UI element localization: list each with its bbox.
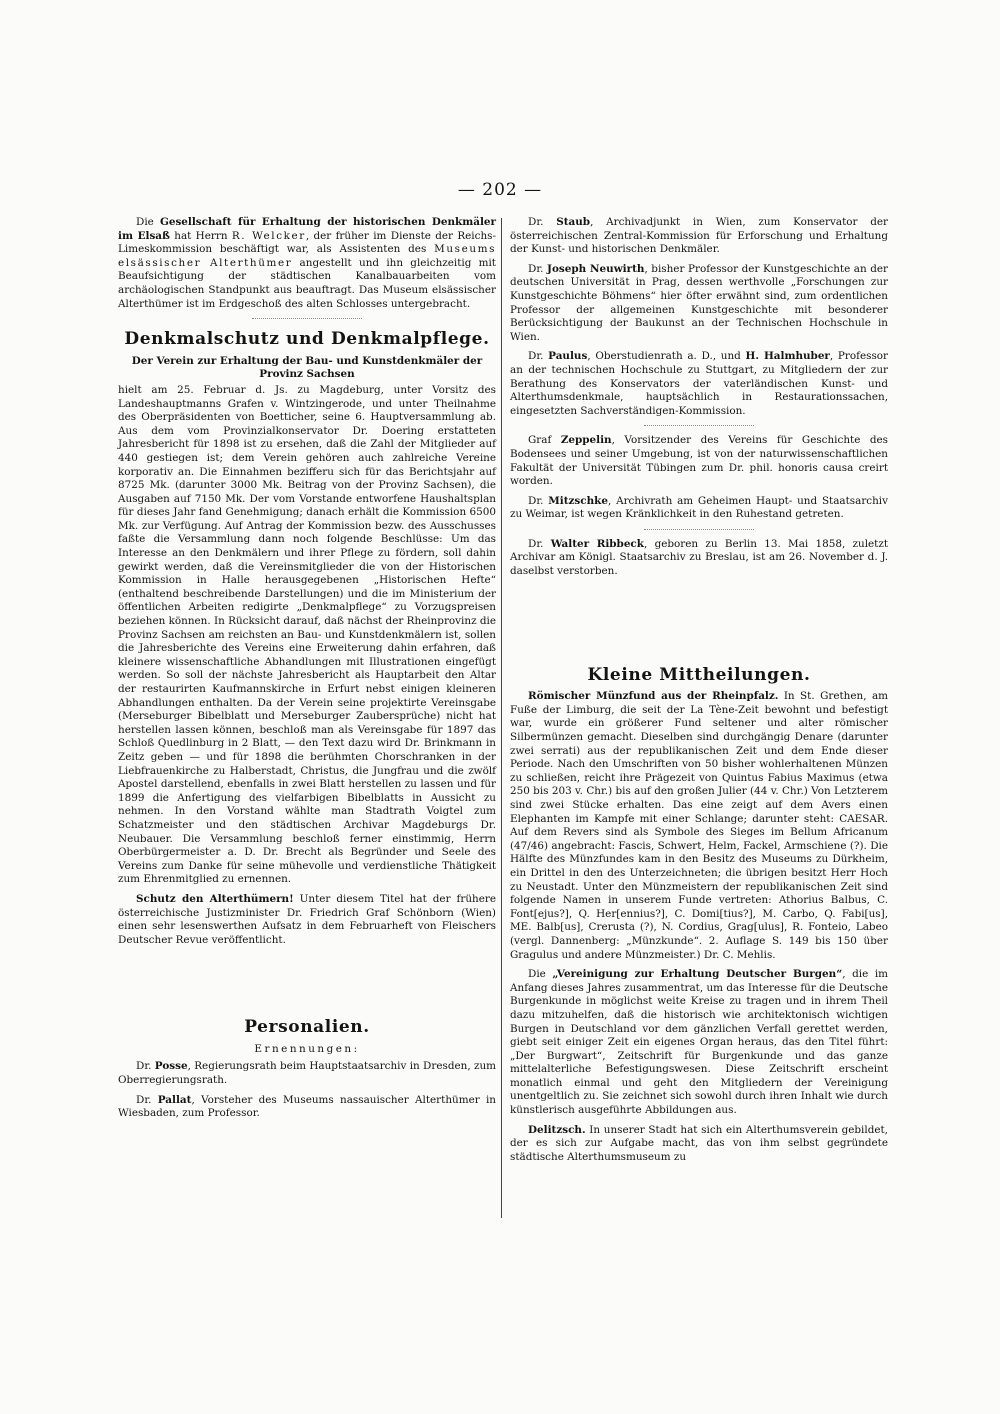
heading-denkmalschutz: Denkmalschutz und Denkmalpflege. — [124, 329, 490, 350]
staub-name: Staub — [556, 216, 591, 228]
column-divider — [501, 218, 502, 1218]
neuwirth-name: Joseph Neuwirth — [547, 262, 645, 275]
elsass-paragraph — [118, 216, 496, 311]
posse-name: Posse — [154, 1060, 188, 1073]
delitzsch-heading: Delitzsch. — [528, 1123, 586, 1136]
left-column — [118, 216, 496, 1127]
ernennungen-label: Ernennungen: — [254, 1042, 360, 1055]
spacer — [118, 953, 496, 1007]
page-number: — 202 — — [457, 180, 543, 200]
separator — [644, 425, 754, 426]
paulus-mid: , Oberstudienrath a. D., und — [587, 350, 746, 363]
ribbeck-body: , geboren zu Berlin 13. Mai 1858, zuletzt Archivar am Königl. Staatsarchiv zu Breslau, ist am 26. November d. J. daselbst verstorben. — [510, 537, 889, 578]
muenzfund-heading: Römischer Münzfund aus der Rheinpfalz. — [528, 690, 779, 703]
intro-text-2: , der früher im Dienste der Reichs-Limeskommission beschäftigt war, als Assistenten des — [118, 229, 496, 256]
welcker-name: R. Welcker — [231, 229, 306, 242]
schutz-body: Unter diesem Titel hat der frühere österreichische Justizminister Dr. Friedrich Graf Schönborn (Wien) einen sehr lesenswerthen Aufsatz in dem Februarheft von Fleischers Deutscher Revue veröffentlicht. — [118, 892, 496, 946]
spacer — [510, 585, 888, 655]
intro-text-1: hat Herrn — [169, 229, 232, 242]
zeppelin-body: , Vorsitzender des Vereins für Geschichte des Bodensees und seiner Umgebung, ist von der naturwissenschaftlichen Fakultät der Universität Tübingen zum Dr. phil. honoris causa creirt worden. — [510, 434, 888, 488]
muenzfund-paragraph — [510, 690, 888, 962]
posse-paragraph: Dr. Posse, Regierungsrath beim Hauptstaatsarchiv in Dresden, zum Oberregierungsrath. — [118, 1060, 496, 1087]
delitzsch-body: In unserer Stadt hat sich ein Alterthumsverein gebildet, der es sich zur Aufgabe macht, das von ihm selbst gegründete städtische Alterthumsmuseum zu — [510, 1123, 888, 1163]
pallat-name: Pallat — [157, 1093, 192, 1106]
burgen-body: , die im Anfang dieses Jahres zusammentrat, um das Interesse für die Deutsche Burgenkunde in möglichst weite Kreise zu tragen und in ihrem Theil dazu mitzuhelfen, daß die historisch wie architektonisch wichtigen Burgen in Deutschland vor dem gänzlichen Verfall gerettet werden, giebt seit einiger Zeit ein eigenes Organ heraus, das den Titel führt: „Der Burgwart“, Zeitschrift für Burgenkunde und das ganze mittelalterliche Befestigungswesen. Diese Zeitschrift erscheint monatlich einmal und geht den Mitgliedern der Vereinigung unentgeltlich zu. Sie zeichnet sich sowohl durch ihren Inhalt wie durch künstlerisch ausgeführte Abbildungen aus. — [510, 968, 888, 1117]
intro-text-3: angestellt und ihn gleichzeitig mit Beaufsichtigung der städtischen Kanalbauarbeiten vom archäologischen Standpunkt aus beauftragt. Das Museum elsässischer Alterthümer ist im Erdgeschoß des alten Schlosses untergebracht. — [118, 256, 496, 310]
right-column — [510, 216, 888, 1170]
heading-personalien: Personalien. — [244, 1017, 370, 1038]
burgen-heading: „Vereinigung zur Erhaltung Deutscher Burgen“ — [552, 968, 843, 981]
verein-paragraph: hielt am 25. Februar d. Js. zu Magdeburg, unter Vorsitz des Landeshauptmanns Grafen v. Wintzingerode, und unter Theilnahme des Oberpräsidenten von Boetticher, seine 6. Hauptversammlung ab. Aus dem vom Provinzialkonservator Dr. Doering erstatteten Jahresbericht für 1898 ist zu ersehen, daß die Zahl der Mitglieder auf 440 gestiegen ist; dem Verein gehören auch zahlreiche Vereine korporativ an. Die Einnahmen bezifferu sich für das Berichtsjahr auf 8725 Mk. (darunter 3000 Mk. Beitrag von der Provinz Sachsen), die Ausgaben auf 7150 Mk. Der vom Vorstande entworfene Haushaltsplan für dieses Jahr fand Genehmigung; danach erhält die Kommission 6500 Mk. zur Verfügung. Auf Antrag der Kommission bezw. des Ausschusses faßte die Versammlung dann noch folgende Beschlüsse: Um das Interesse an den Denkmälern und ihrer Pflege zu fördern, soll dahin gewirkt werden, daß die Vereinsmitglieder die von der Historischen Kommission in Halle herausgegebenen „Historischen Hefte“ (enthaltend beschreibende Darstellungen) und die im Ministerium der öffentlichen Arbeiten redigirte „Denkmalpflege“ zu Vorzugspreisen beziehen können. In Rücksicht darauf, daß nächst der Rheinprovinz die Provinz Sachsen am reichsten an Bau- und Kunstdenkmälern ist, sollen die Jahresberichte des Vereins eine Erweiterung dahin erfahren, daß kleinere wissenschaftliche Abhandlungen mit Illustrationen eingefügt werden. So soll der nächste Jahresbericht als Hauptarbeit den Altar der restaurirten Kaufmannskirche in Erfurt nebst einigen kleineren Abhandlungen enthalten. Da der Verein seine projektirte Vereinsgabe (Merseburger Bibelblatt und Merseburger Zaubersprüche) nicht hat herstellen lassen können, beschloß man als Vereinsgabe für 1897 das Schloß Quedlinburg in 2 Blatt, — den Text dazu wird Dr. Brinkmann in Zeitz geben — und für 1898 die berühmten Chorschranken in der Liebfrauenkirche zu Halberstadt, Christus, die Jungfrau und die zwölf Apostel darstellend, ebenfalls in zwei Blatt herstellen zu lassen und für 1899 die Anfertigung des vielfarbigen Bibelblatts in Aussicht zu nehmen. In den Vorstand wählte man Stadtrath Voigtel zum Schatzmeister und den städtischen Archivar Magdeburgs Dr. Neubauer. Die Versammlung beschloß ferner einstimmig, Herrn Oberbürgermeister a. D. Dr. Brecht als Begründer und Seele des Vereins zum Danke für seine mühevolle und verdienstliche Thätigkeit zum Ehrenmitglied zu ernennen. — [118, 383, 496, 886]
gesellschaft-name: Gesellschaft für Erhaltung der historischen Denkmäler im Elsaß — [118, 216, 496, 242]
burgen-paragraph — [510, 968, 888, 1118]
staub-paragraph: Dr. Staub, Archivadjunkt in Wien, zum Konservator der österreichischen Zentral-Kommission für Erforschung und Erhaltung der Kunst- und historischen Denkmäler. — [510, 216, 888, 256]
paulus-body: , Professor an der technischen Hochschule zu Stuttgart, zu Mitgliedern der zur Berathung des Konservators der vaterländischen Kunst- und Alterthumsdenkmale, hauptsächlich in Restaurationssachen, eingesetzten Sachverständigen-Kommission. — [510, 350, 888, 417]
posse-body: , Regierungsrath beim Hauptstaatsarchiv in Dresden, zum Oberregierungsrath. — [118, 1060, 496, 1087]
pallat-body: , Vorsteher des Museums nassauischer Alterthümer in Wiesbaden, zum Professor. — [118, 1093, 496, 1120]
burgen-lead: Die — [528, 968, 553, 981]
separator — [644, 529, 754, 530]
mitzschke-paragraph: Dr. Mitzschke, Archivrath am Geheimen Haupt- und Staatsarchiv zu Weimar, ist wegen Kränklichkeit in den Ruhestand getreten. — [510, 494, 889, 521]
neuwirth-body: , bisher Professor der Kunstgeschichte an der deutschen Universität in Prag, dessen werthvolle „Forschungen zur Kunstgeschichte Böhmens“ hier öfter erwähnt sind, zum ordentlichen Professor der allgemeinen Kunstgeschichte mit besonderer Berücksichtigung der Baukunst an der Technischen Hochschule in Wien. — [510, 262, 889, 343]
mitzschke-name: Mitzschke — [548, 494, 608, 507]
museum-name: Museums elsässischer Alterthümer — [118, 243, 496, 269]
staub-body: , Archivadjunkt in Wien, zum Konservator der österreichischen Zentral-Kommission für Erforschung und Erhaltung der Kunst- und historischen Denkmäler. — [510, 216, 888, 256]
paulus-name: Paulus — [548, 350, 588, 363]
paulus-paragraph: Dr. Paulus, Oberstudienrath a. D., und H. Halmhuber, Professor an der technischen Hochschule zu Stuttgart, zu Mitgliedern der zur Berathung des Konservators der vaterländischen Kunst- und Alterthumsdenkmale, hauptsächlich in Restaurationssachen, eingesetzten Sachverständigen-Kommission. — [510, 350, 888, 417]
separator — [252, 318, 362, 319]
ribbeck-paragraph: Dr. Walter Ribbeck, geboren zu Berlin 13. Mai 1858, zuletzt Archivar am Königl. Staatsarchiv zu Breslau, ist am 26. November d. J. daselbst verstorben. — [510, 537, 889, 578]
ribbeck-name: Walter Ribbeck — [550, 537, 644, 550]
zeppelin-paragraph: Graf Zeppelin, Vorsitzender des Vereins für Geschichte des Bodensees und seiner Umgebung, ist von der naturwissenschaftlichen Fakultät der Universität Tübingen zum Dr. phil. honoris causa creirt worden. — [510, 434, 888, 488]
pallat-paragraph: Dr. Pallat, Vorsteher des Museums nassauischer Alterthümer in Wiesbaden, zum Professor. — [118, 1093, 496, 1120]
mitzschke-body: , Archivrath am Geheimen Haupt- und Staatsarchiv zu Weimar, ist wegen Kränklichkeit in den Ruhestand getreten. — [510, 494, 889, 521]
neuwirth-paragraph: Dr. Joseph Neuwirth, bisher Professor der Kunstgeschichte an der deutschen Universität in Prag, dessen werthvolle „Forschungen zur Kunstgeschichte Böhmens“ hier öfter erwähnt sind, zum ordentlichen Professor der allgemeinen Kunstgeschichte mit besonderer Berücksichtigung der Baukunst an der Technischen Hochschule in Wien. — [510, 262, 889, 343]
muenzfund-body: In St. Grethen, am Fuße der Limburg, die seit der La Tène-Zeit bewohnt und befestigt war, wurde ein größerer Fund seltener und alter römischer Silbermünzen gemacht. Dieselben sind durchgängig Denare (darunter zwei serrati) aus der republikanischen Zeit und dem Ende dieser Periode. Nach den Umschriften von 50 bisher wohlerhaltenen Münzen zu schließen, reicht ihre Prägezeit von Quintus Fabius Maximus (etwa 250 bis 203 v. Chr.) bis auf den großen Julier (44 v. Chr.) Von Letzterem sind zwei Stücke erhalten. Das eine zeigt auf dem Avers einen Elephanten im Kampfe mit einer Schlange; darunter steht: CAESAR. Auf dem Revers sind als Symbole des Sieges im Bellum Africanum (47/46) angebracht: Fascis, Schwert, Helm, Fackel, Armschiene (?). Die Hälfte des Münzfundes kam in den Besitz des Museums zu Dürkheim, ein Drittel in den des Unterzeichneten; die übrigen besitzt Herr Hoch zu Neustadt. Unter den Münzmeistern der republikanischen Zeit sind folgende Namen in unserem Funde vertreten: Athorius Balbus, C. Font[ejus?], Q. Her[ennius?], C. Domi[tius?], M. Carbo, Q. Fabi[us], ME. Balb[us], Crerusta (?), N. Cordius, Grag[ulus], R. Fonteio, Labeo (vergl. Dannenberg: „Münzkunde“. 2. Auflage S. 149 bis 150 über Gragulus und andere Münzmeister.) Dr. C. Mehlis. — [510, 690, 888, 961]
schutz-paragraph — [118, 893, 496, 947]
intro-lead: Die — [136, 216, 160, 228]
halmhuber-name: H. Halmhuber — [745, 350, 830, 363]
verein-heading: Der Verein zur Erhaltung der Bau- und Kunstdenkmäler der Provinz Sachsen — [131, 354, 483, 381]
delitzsch-paragraph — [510, 1124, 888, 1165]
heading-kleine-mittheilungen: Kleine Mittheilungen. — [587, 664, 811, 685]
schutz-heading: Schutz den Alterthümern! — [136, 892, 294, 905]
zeppelin-name: Zeppelin — [560, 434, 612, 447]
